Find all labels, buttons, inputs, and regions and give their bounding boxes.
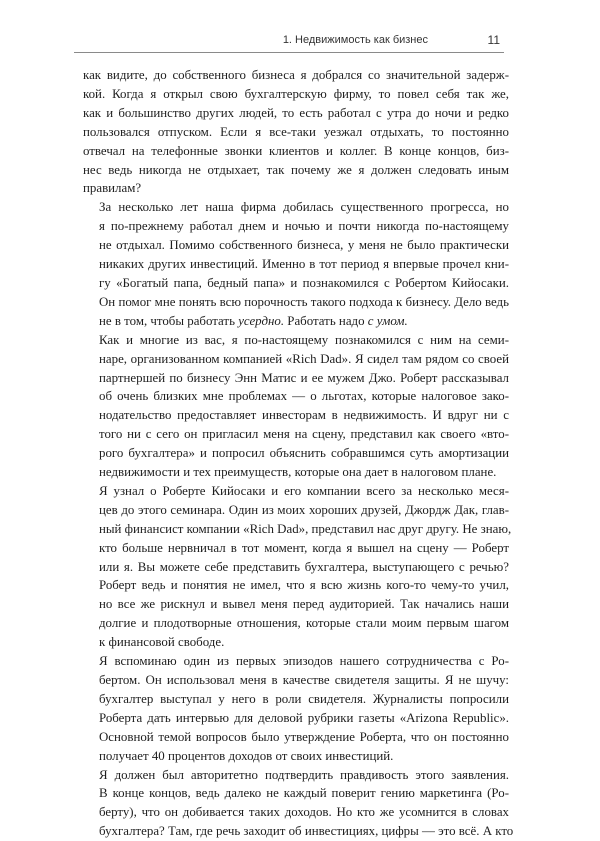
text-line: никаких других инвестиций. Именно в тот период я впервые прочел кни- [99,257,509,272]
text-line: Роберта дать интервью для деловой рубрики газеты «Arizona Republic». [99,710,509,725]
page-number: 11 [487,33,500,47]
text-line: Я узнал о Роберте Кийосаки и его компании всего за несколько меся- [99,483,509,498]
text-line: я по-прежнему работал днем и ночью и почти никогда по-настоящему [99,219,509,234]
text-line: партнершей по бизнесу Энн Матис и ее мужем Джо. Роберт рассказывал [99,370,509,385]
text-line: Я вспоминаю один из первых эпизодов нашего сотрудничества с Ро- [99,654,509,669]
text-line: цев до этого семинара. Один из моих хороших друзей, Джордж Дак, глав- [99,502,509,517]
text-line: об очень близких мне проблемах — о льготах, которые налоговое зако- [99,389,509,404]
text-line: Роберт ведь и понятия не имел, что я всю жизнь кого-то чему-то учил, [99,578,509,593]
text-line: бухгалтер выступал у него в роли свидетеля. Журналисты попросили [99,691,509,706]
paragraph [83,482,512,652]
text-line: как и большинство других людей, то есть работал с утра до ночи и редко [83,105,509,120]
paragraph [83,766,514,841]
text-line: кто больше нервничал в тот момент, когда я вышел на сцену — Роберт [99,540,509,555]
text-line: Он помог мне понять всю порочность такого подхода к бизнесу. Дело ведь [99,294,509,309]
body-text [83,66,514,841]
text-line: не отдыхал. Помимо собственного бизнеса, у меня не было практически [99,238,509,253]
paragraph [83,66,509,198]
text-line: нес ведь никогда не отдыхает, так почему же я должен следовать иным [83,162,509,177]
text-line: правилам? [83,181,142,196]
text-line: недвижимости и тех преимуществ, которые она дает в налоговом плане. [99,465,497,480]
text-line: Основной темой вопросов было утверждение Роберта, что он постоянно [99,729,509,744]
text-line: как видите, до собственного бизнеса я добрался со значительной задерж- [83,68,509,82]
text-line [83,312,509,331]
text-line: берту), что он добивается таких доходов. Но кто же усомнится в словах [99,805,509,820]
paragraph [83,198,509,330]
running-title: 1. Недвижимость как бизнес [282,34,428,46]
text-line: За несколько лет наша фирма добилась существенного прогресса, но [99,200,509,215]
text-line: наре, организованном компанией «Rich Dad». Я сидел там рядом со своей [99,351,509,366]
text-line: бертом. Он использовал меня в качестве свидетеля защиты. Я не шучу: [99,673,509,687]
text-line: получает 40 процентов доходов от своих инвестиций. [99,748,394,763]
text-line: В конце концов, ведь далеко не каждый поверит гению маркетинга (Ро- [99,786,509,801]
text-line: пользовался отпуском. Если я все-таки уезжал отдыхать, то постоянно [83,124,509,139]
text-line: того ни с сего он пригласил меня на сцену, представил как своего «вто- [99,427,509,442]
text-line: кой. Когда я открыл свою бухгалтерскую фирму, то повел себя так же, [83,86,509,101]
text-line: гу «Богатый папа, бедный папа» и познакомился с Робертом Кийосаки. [99,275,509,290]
text-line: бухгалтера? Там, где речь заходит об инвестициях, цифры — это всё. А кто [99,824,514,839]
text-run: не в том, чтобы работать [99,313,235,328]
text-line: ный финансист компании «Rich Dad», представил нас друг другу. Не знаю, [99,521,512,536]
emphasis-text: с умом. [367,313,408,328]
text-run: Работать надо [287,313,365,328]
text-line: нодательство предоставляет инвесторам в недвижимость. И вдруг ни с [99,408,509,423]
text-line: отвечал на телефонные звонки клиентов и коллег. В конце концов, биз- [83,143,509,158]
page-header [74,30,504,53]
text-line: Как и многие из вас, я по-настоящему познакомился с ним на семи- [99,332,509,347]
paragraph [83,652,509,765]
text-line: или я. Вы можете себе представить бухгалтера, выступающего с речью? [99,559,509,574]
emphasis-text: усердно. [238,313,285,328]
text-line: долгие и плодотворные отношения, которые стали моим первым шагом [99,616,509,631]
paragraph [83,331,509,482]
text-line: к финансовой свободе. [99,635,225,650]
text-line: рого бухгалтера» и попросил объяснить собравшимся суть амортизации [99,446,509,461]
text-line: Я должен был авторитетно подтвердить правдивость этого заявления. [99,767,509,782]
text-line: но все же рискнул и вывел меня перед аудиторией. Так начались наши [99,597,509,612]
